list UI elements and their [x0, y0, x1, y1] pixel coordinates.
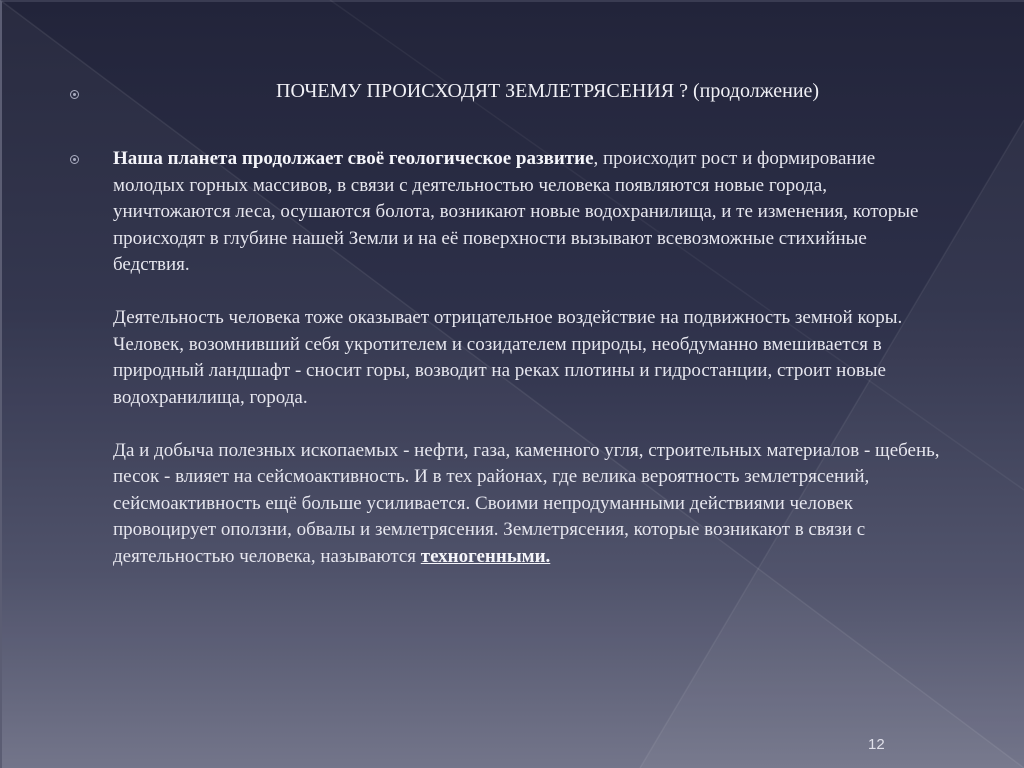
paragraph-1-text: , происходит рост и формирование молодых горных массивов, в связи с деятельностью человека появляются новые города, уничтожаются леса, осушаются болота, возникают новые водохранилища, и те изменения, которые происходят в глубине нашей Земли и на её поверхности вызывают всевозможные стихийные бедствия. [113, 148, 919, 275]
slide-title: ПОЧЕМУ ПРОИСХОДЯТ ЗЕМЛЕТРЯСЕНИЯ ? (продолжение) [276, 80, 820, 102]
paragraph-1 [113, 146, 943, 279]
page-number: 12 [868, 736, 885, 753]
paragraph-3-text: Да и добыча полезных ископаемых - нефти, газа, каменного угля, строительных материалов - щебень, песок - влияет на сейсмоактивность. И в тех районах, где велика вероятность землетрясений, сейсмоактивность ещё больше усиливается. Своими непродуманными действиями человек провоцирует оползни, обвалы и землетрясения. Землетрясения, которые возникают в связи с деятельностью человека, называются [113, 439, 940, 567]
body-bullet-icon [70, 155, 79, 164]
paragraph-1-bold: Наша планета продолжает своё геологическое развитие [113, 148, 594, 169]
title-bullet-icon [70, 90, 79, 99]
technogenic-term: техногенными. [420, 545, 551, 567]
slide-body [113, 146, 943, 597]
paragraph-2: Деятельность человека тоже оказывает отрицательное воздействие на подвижность земной коры. Человек, возомнивший себя укротителем и созидателем природы, необдуманно вмешивается в природный ландшафт - сносит горы, возводит на реках плотины и гидростанции, строит новые водохранилища, города. [113, 307, 903, 408]
paragraph-3 [113, 438, 943, 571]
